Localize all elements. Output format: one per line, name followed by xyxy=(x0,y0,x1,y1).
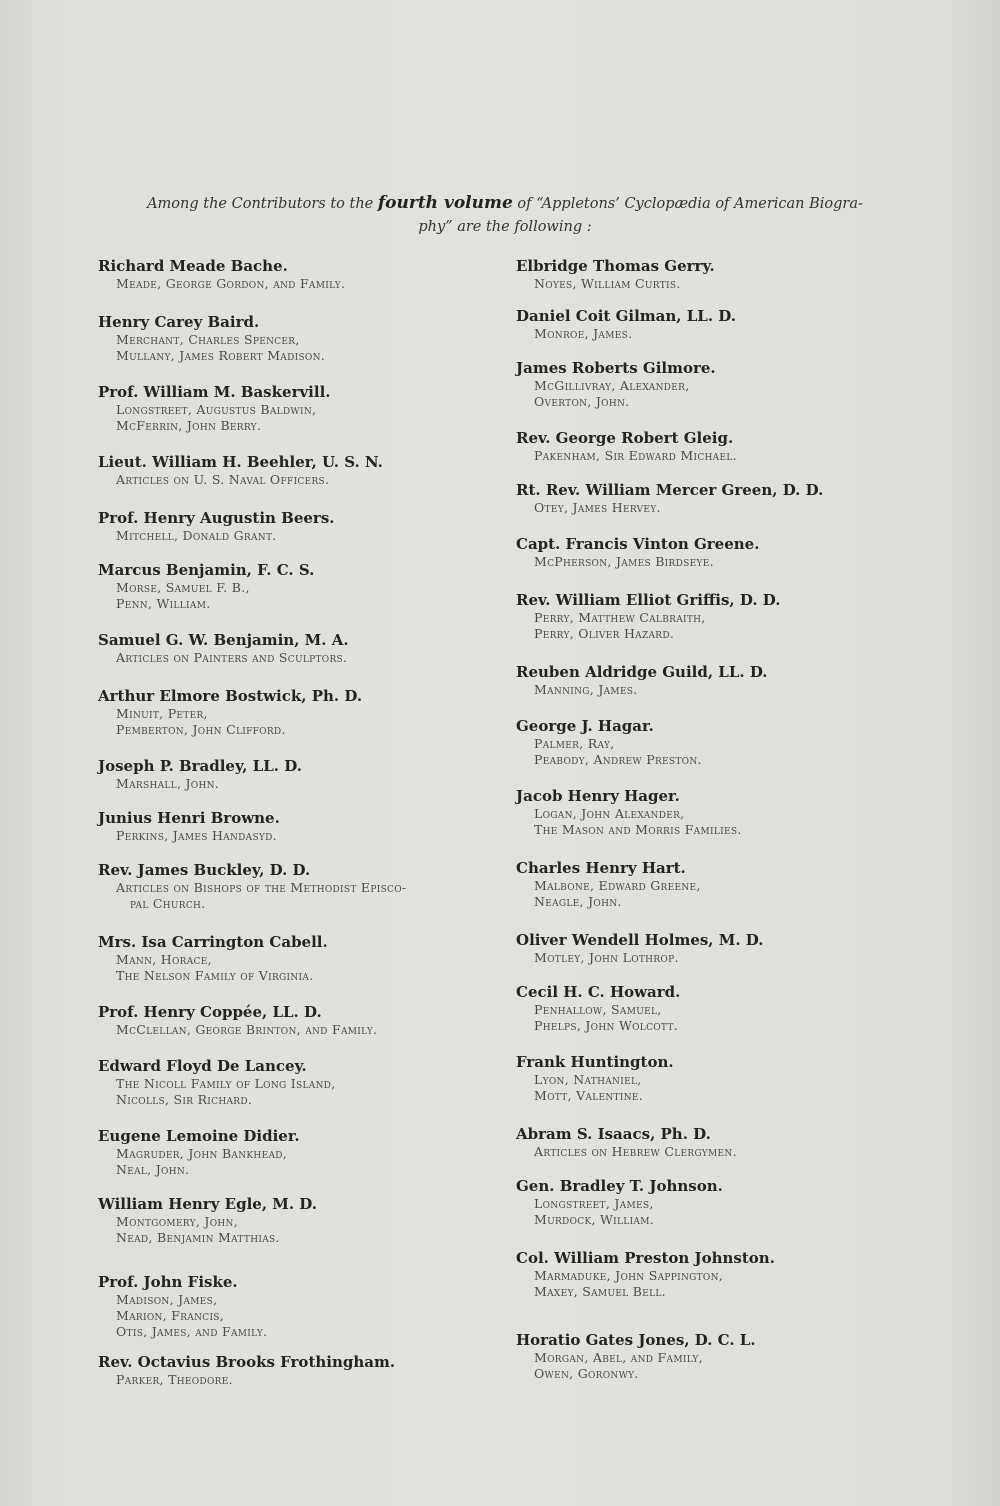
intro-line2: phy” are the following : xyxy=(418,219,592,235)
subject-line: pal Church. xyxy=(130,896,206,911)
contributor-entry xyxy=(98,686,518,738)
subject-line: Logan, John Alexander, xyxy=(534,806,685,821)
contributor-entry xyxy=(516,1124,936,1160)
contributor-name: Mrs. Isa Carrington Cabell. xyxy=(98,933,328,951)
subject-line: Montgomery, John, xyxy=(116,1214,238,1229)
contributor-name: William Henry Egle, M. D. xyxy=(98,1195,318,1213)
contributor-name: Junius Henri Browne. xyxy=(98,809,280,827)
contributor-name: Rev. George Robert Gleig. xyxy=(516,429,734,447)
subject-line: Peabody, Andrew Preston. xyxy=(534,752,702,767)
subject-line: Magruder, John Bankhead, xyxy=(116,1146,288,1161)
subject-line: Palmer, Ray, xyxy=(534,736,615,751)
contributor-name: Cecil H. C. Howard. xyxy=(516,983,681,1001)
contributor-entry xyxy=(98,1194,518,1246)
contributor-entry xyxy=(516,982,936,1034)
subject-line: Malbone, Edward Greene, xyxy=(534,878,701,893)
contributor-name: James Roberts Gilmore. xyxy=(516,359,716,377)
subject-line: Lyon, Nathaniel, xyxy=(534,1072,642,1087)
subject-line: McGillivray, Alexander, xyxy=(534,378,690,393)
subject-line: Madison, James, xyxy=(116,1292,218,1307)
subject-line: Noyes, William Curtis. xyxy=(534,276,681,291)
contributor-name: Capt. Francis Vinton Greene. xyxy=(516,535,760,553)
subject-line: Longstreet, Augustus Baldwin, xyxy=(116,402,317,417)
subject-line: Otis, James, and Family. xyxy=(116,1324,268,1339)
contributor-name: Eugene Lemoine Didier. xyxy=(98,1127,300,1145)
contributor-name: George J. Hagar. xyxy=(516,717,654,735)
subject-line: McPherson, James Birdseye. xyxy=(534,554,714,569)
contributor-entry xyxy=(98,630,518,666)
contributor-entry xyxy=(98,1056,518,1108)
contributor-name: Edward Floyd De Lancey. xyxy=(98,1057,307,1075)
contributor-name: Prof. William M. Baskervill. xyxy=(98,383,331,401)
contributor-entry xyxy=(516,256,936,292)
subject-line: The Mason and Morris Families. xyxy=(534,822,742,837)
contributor-entry xyxy=(98,756,518,792)
subject-line: Nicolls, Sir Richard. xyxy=(116,1092,253,1107)
subject-line: Morse, Samuel F. B., xyxy=(116,580,250,595)
contributor-entry xyxy=(516,786,936,838)
intro-emphasis: fourth volume xyxy=(377,193,513,213)
contributor-entry xyxy=(516,428,936,464)
subject-line: Articles on Bishops of the Methodist Episco- xyxy=(116,880,407,895)
subject-line: Maxey, Samuel Bell. xyxy=(534,1284,666,1299)
contributor-name: Rt. Rev. William Mercer Green, D. D. xyxy=(516,481,824,499)
subject-line: Murdock, William. xyxy=(534,1212,655,1227)
intro-part2: of “Appletons’ Cyclopædia of American Biogra- xyxy=(517,196,863,212)
contributor-name: Rev. James Buckley, D. D. xyxy=(98,861,311,879)
subject-line: Manning, James. xyxy=(534,682,638,697)
subject-line: Phelps, John Wolcott. xyxy=(534,1018,678,1033)
contributor-entry xyxy=(98,932,518,984)
contributor-entry xyxy=(98,382,518,434)
subject-line: Mullany, James Robert Madison. xyxy=(116,348,326,363)
subject-line: Perkins, James Handasyd. xyxy=(116,828,277,843)
contributor-entry xyxy=(516,480,936,516)
contributor-entry xyxy=(516,306,936,342)
contributor-entry xyxy=(516,534,936,570)
contributor-name: Henry Carey Baird. xyxy=(98,313,260,331)
contributor-entry xyxy=(98,1272,518,1340)
subject-line: Morgan, Abel, and Family, xyxy=(534,1350,703,1365)
subject-line: Pakenham, Sir Edward Michael. xyxy=(534,448,737,463)
subject-line: Longstreet, James, xyxy=(534,1196,654,1211)
contributor-name: Rev. William Elliot Griffis, D. D. xyxy=(516,591,781,609)
subject-line: Marmaduke, John Sappington, xyxy=(534,1268,724,1283)
subject-line: Marion, Francis, xyxy=(116,1308,225,1323)
contributor-entry xyxy=(516,1052,936,1104)
contributor-name: Horatio Gates Jones, D. C. L. xyxy=(516,1331,756,1349)
subject-line: Mott, Valentine. xyxy=(534,1088,644,1103)
contributor-name: Prof. Henry Augustin Beers. xyxy=(98,509,335,527)
subject-line: Parker, Theodore. xyxy=(116,1372,233,1387)
contributor-entry xyxy=(98,312,518,364)
subject-line: Nead, Benjamin Matthias. xyxy=(116,1230,280,1245)
contributor-name: Jacob Henry Hager. xyxy=(516,787,680,805)
contributor-entry xyxy=(98,560,518,612)
subject-line: Motley, John Lothrop. xyxy=(534,950,679,965)
subject-line: Overton, John. xyxy=(534,394,630,409)
subject-line: Penn, William. xyxy=(116,596,211,611)
contributor-entry xyxy=(516,662,936,698)
contributor-entry xyxy=(98,1352,518,1388)
contributor-entry xyxy=(516,358,936,410)
subject-line: Pemberton, John Clifford. xyxy=(116,722,286,737)
contributor-name: Reuben Aldridge Guild, LL. D. xyxy=(516,663,768,681)
contributor-entry xyxy=(98,256,518,292)
contributor-entry xyxy=(98,452,518,488)
contributor-entry xyxy=(516,590,936,642)
contributor-entry xyxy=(98,1002,518,1038)
subject-line: The Nelson Family of Virginia. xyxy=(116,968,314,983)
intro-part1: Among the Contributors to the xyxy=(147,196,374,212)
contributor-name: Samuel G. W. Benjamin, M. A. xyxy=(98,631,349,649)
contributor-name: Rev. Octavius Brooks Frothingham. xyxy=(98,1353,396,1371)
contributor-entry xyxy=(516,716,936,768)
subject-line: Penhallow, Samuel, xyxy=(534,1002,662,1017)
contributor-name: Elbridge Thomas Gerry. xyxy=(516,257,715,275)
contributor-name: Charles Henry Hart. xyxy=(516,859,686,877)
contributor-entry xyxy=(516,1248,936,1300)
contributor-name: Gen. Bradley T. Johnson. xyxy=(516,1177,723,1195)
subject-line: Meade, George Gordon, and Family. xyxy=(116,276,346,291)
contributor-entry xyxy=(516,1176,936,1228)
subject-line: Merchant, Charles Spencer, xyxy=(116,332,300,347)
contributor-name: Col. William Preston Johnston. xyxy=(516,1249,775,1267)
subject-line: Mann, Horace, xyxy=(116,952,212,967)
subject-line: Articles on Hebrew Clergymen. xyxy=(534,1144,737,1159)
contributor-name: Frank Huntington. xyxy=(516,1053,674,1071)
subject-line: Perry, Oliver Hazard. xyxy=(534,626,675,641)
contributor-entry xyxy=(516,1330,936,1382)
contributor-name: Daniel Coit Gilman, LL. D. xyxy=(516,307,736,325)
subject-line: Articles on Painters and Sculptors. xyxy=(116,650,348,665)
contributor-name: Prof. Henry Coppée, LL. D. xyxy=(98,1003,322,1021)
contributor-entry xyxy=(98,1126,518,1178)
contributor-entry xyxy=(516,930,936,966)
contributor-name: Joseph P. Bradley, LL. D. xyxy=(98,757,302,775)
contributor-entry xyxy=(98,808,518,844)
subject-line: Neal, John. xyxy=(116,1162,190,1177)
contributor-name: Arthur Elmore Bostwick, Ph. D. xyxy=(98,687,363,705)
subject-line: Marshall, John. xyxy=(116,776,220,791)
subject-line: Monroe, James. xyxy=(534,326,633,341)
subject-line: Otey, James Hervey. xyxy=(534,500,661,515)
contributor-entry xyxy=(98,860,518,912)
contributor-entry xyxy=(98,508,518,544)
contributor-name: Prof. John Fiske. xyxy=(98,1273,238,1291)
subject-line: McClellan, George Brinton, and Family. xyxy=(116,1022,378,1037)
contributor-name: Lieut. William H. Beehler, U. S. N. xyxy=(98,453,383,471)
contributor-entry xyxy=(516,858,936,910)
subject-line: Perry, Matthew Calbraith, xyxy=(534,610,706,625)
subject-line: Articles on U. S. Naval Officers. xyxy=(116,472,330,487)
subject-line: Neagle, John. xyxy=(534,894,622,909)
contributor-name: Abram S. Isaacs, Ph. D. xyxy=(516,1125,711,1143)
contributor-name: Oliver Wendell Holmes, M. D. xyxy=(516,931,764,949)
subject-line: The Nicoll Family of Long Island, xyxy=(116,1076,336,1091)
subject-line: McFerrin, John Berry. xyxy=(116,418,262,433)
contributor-name: Marcus Benjamin, F. C. S. xyxy=(98,561,315,579)
contributor-name: Richard Meade Bache. xyxy=(98,257,288,275)
intro-heading xyxy=(90,192,920,239)
subject-line: Mitchell, Donald Grant. xyxy=(116,528,277,543)
subject-line: Owen, Goronwy. xyxy=(534,1366,639,1381)
subject-line: Minuit, Peter, xyxy=(116,706,208,721)
